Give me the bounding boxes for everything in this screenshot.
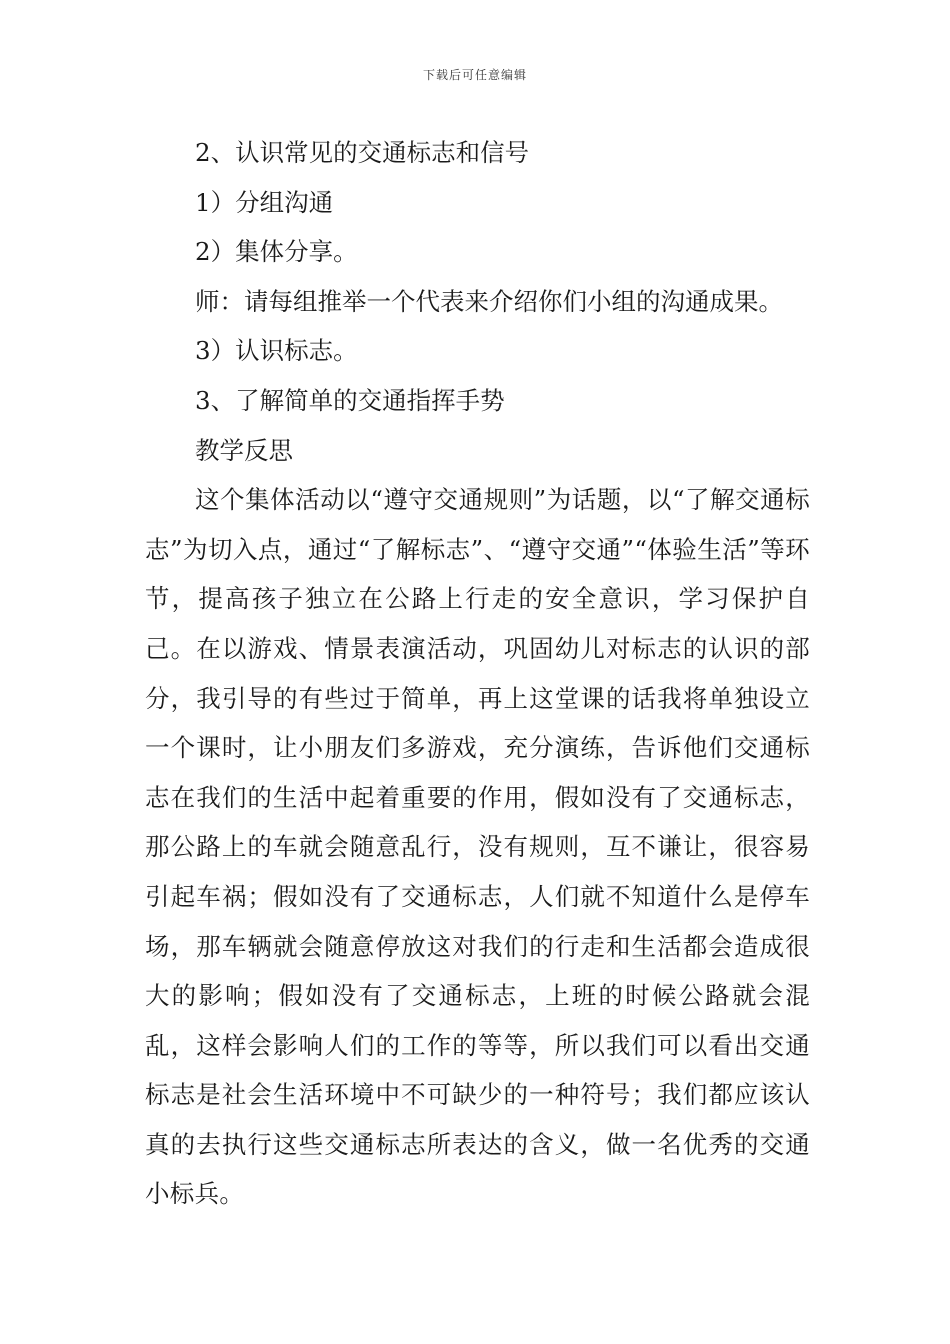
step-recognize-signs: 3）认识标志。 — [195, 336, 358, 366]
step-group-share: 2）集体分享。 — [195, 237, 358, 267]
heading-recognize-signs: 2、认识常见的交通标志和信号 — [195, 138, 530, 167]
reflection-paragraph: 这个集体活动以“遵守交通规则”为话题，以“了解交通标志”为切入点，通过“了解标志”、“遵守交通”“体验生活”等环节，提高孩子独立在公路上行走的安全意识，学习保护自己。在以游戏、情景表演活动，巩固幼儿对标志的认识的部分，我引导的有些过于简单，再上这堂课的话我将单独设立一个课时，让小朋友们多游戏，充分演练，告诉他们交通标志在我们的生活中起着重要的作用，假如没有了交通标志，那公路上的车就会随意乱行，没有规则，互不谦让，很容易引起车祸；假如没有了交通标志，人们就不知道什么是停车场，那车辆就会随意停放这对我们的行走和生活都会造成很大的影响；假如没有了交通标志，上班的时候公路就会混乱，这样会影响人们的工作的等等，所以我们可以看出交通标志是社会生活环境中不可缺少的一种符号；我们都应该认真的去执行这些交通标志所表达的含义，做一名优秀的交通小标兵。 — [145, 485, 810, 1209]
teacher-instruction: 师：请每组推举一个代表来介绍你们小组的沟通成果。 — [195, 286, 783, 316]
step-group-discussion: 1）分组沟通 — [195, 187, 334, 217]
document-body — [145, 128, 810, 1219]
heading-teaching-reflection: 教学反思 — [195, 435, 293, 465]
header-note: 下载后可任意编辑 — [422, 68, 527, 82]
heading-traffic-gestures: 3、了解简单的交通指挥手势 — [195, 385, 505, 415]
